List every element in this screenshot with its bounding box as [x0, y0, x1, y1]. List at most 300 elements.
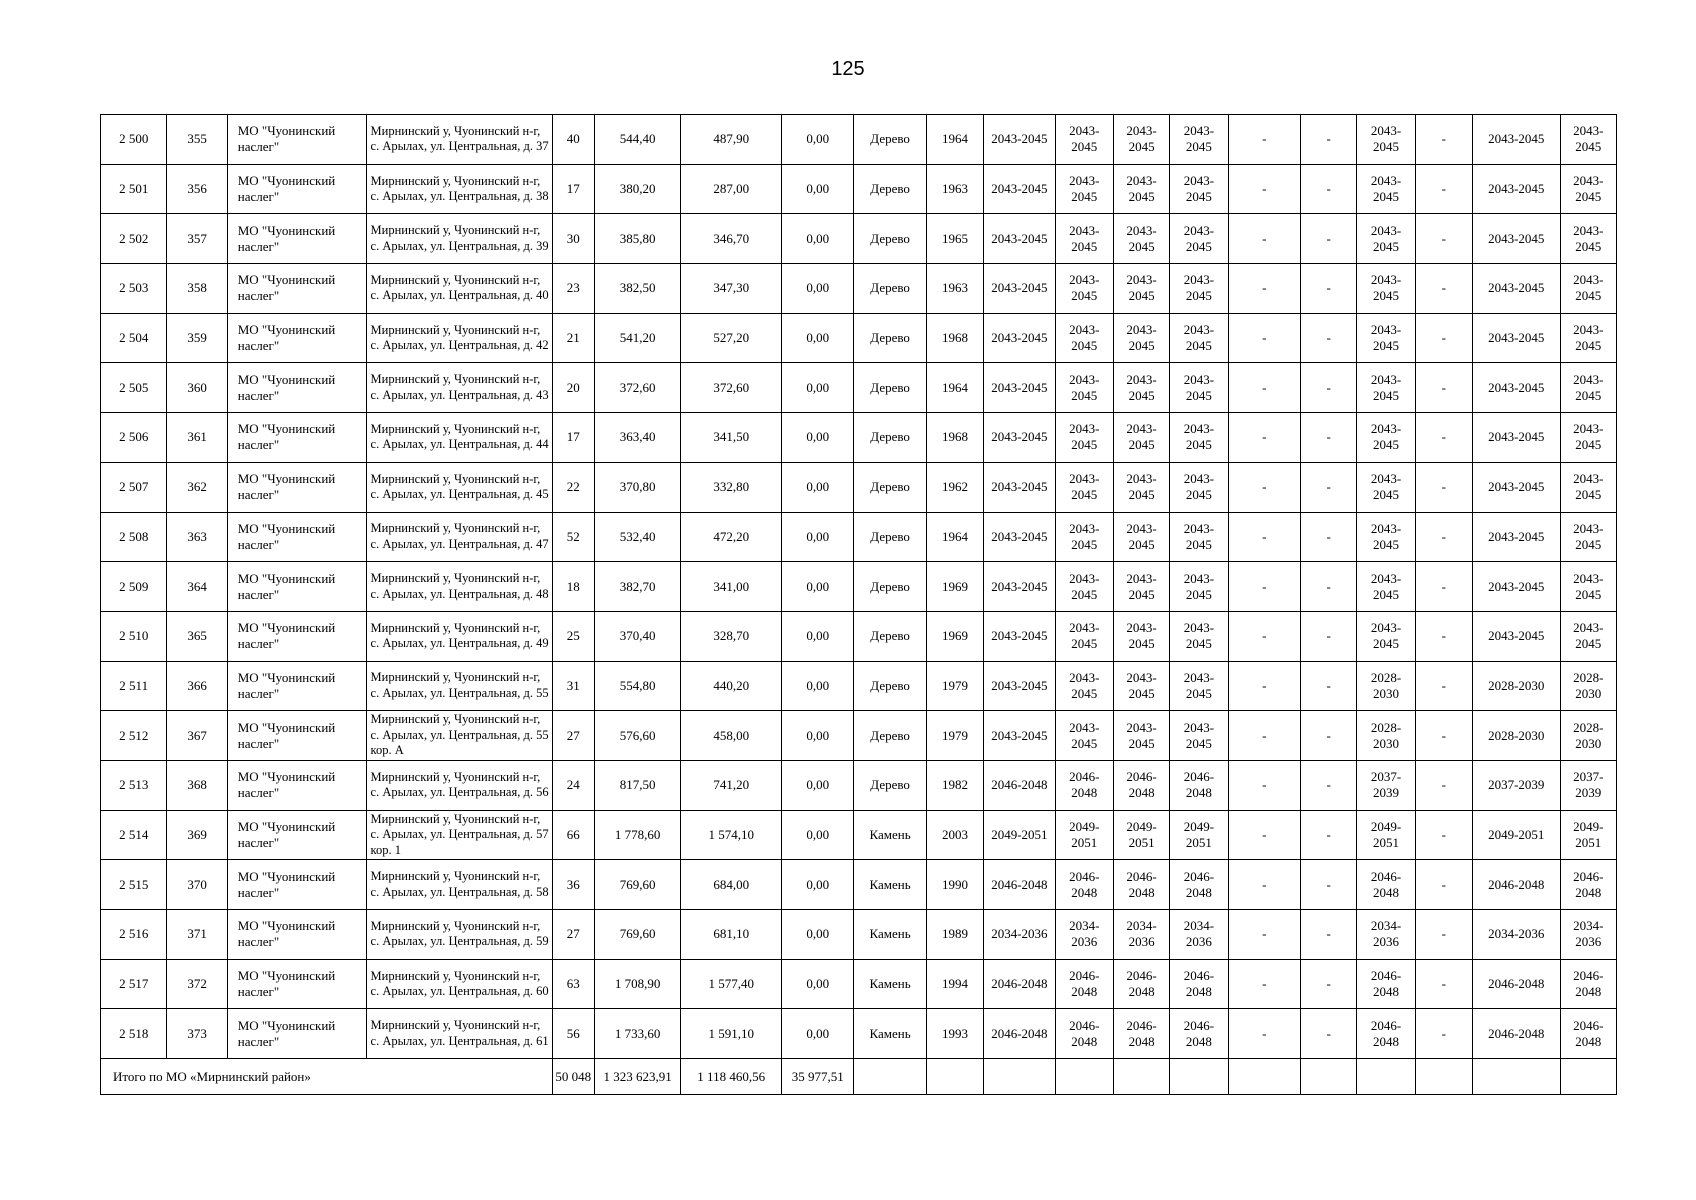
nonresidential-area-cell: 0,00	[781, 860, 853, 910]
total-empty-cell	[1473, 1059, 1561, 1095]
period-cell: 2037-2039	[1357, 760, 1415, 810]
municipality-cell: МО "Чуонинский наслег"	[227, 462, 366, 512]
period-cell: -	[1301, 462, 1357, 512]
period-cell: 2043-2045	[1560, 363, 1616, 413]
wall-material-cell: Дерево	[854, 512, 926, 562]
row-number-cell: 2 515	[101, 860, 167, 910]
table-row	[101, 959, 1617, 1009]
wall-material-cell: Камень	[854, 959, 926, 1009]
period-cell: 2049-2051	[1055, 810, 1113, 860]
table-row	[101, 164, 1617, 214]
period-cell: 2043-2045	[1473, 413, 1561, 463]
total-area-cell: 769,60	[594, 860, 681, 910]
period-cell: 2043-2045	[1170, 115, 1228, 165]
total-empty-cell	[1228, 1059, 1300, 1095]
period-cell: 2043-2045	[1055, 562, 1113, 612]
period-cell: 2046-2048	[984, 959, 1055, 1009]
period-cell: 2043-2045	[1055, 413, 1113, 463]
period-cell: 2043-2045	[1170, 661, 1228, 711]
row-number-cell: 2 505	[101, 363, 167, 413]
period-cell: 2046-2048	[1113, 959, 1169, 1009]
table-row	[101, 512, 1617, 562]
nonresidential-area-cell: 0,00	[781, 115, 853, 165]
residents-cell: 66	[552, 810, 594, 860]
total-row	[101, 1059, 1617, 1095]
period-cell: -	[1228, 264, 1300, 314]
nonresidential-area-cell: 0,00	[781, 562, 853, 612]
period-cell: -	[1301, 562, 1357, 612]
table-row	[101, 860, 1617, 910]
address-cell: Мирнинский у, Чуонинский н-г, с. Арылах, ул. Центральная, д. 37	[366, 115, 552, 165]
residential-area-cell: 341,00	[681, 562, 782, 612]
period-cell: -	[1301, 959, 1357, 1009]
period-cell: 2043-2045	[1055, 214, 1113, 264]
local-number-cell: 364	[167, 562, 227, 612]
local-number-cell: 367	[167, 711, 227, 761]
period-cell: -	[1228, 512, 1300, 562]
period-cell: -	[1301, 214, 1357, 264]
period-cell: -	[1228, 810, 1300, 860]
residential-area-cell: 1 577,40	[681, 959, 782, 1009]
page-number: 125	[831, 58, 865, 80]
period-cell: 2046-2048	[1473, 1009, 1561, 1059]
local-number-cell: 360	[167, 363, 227, 413]
period-cell: 2043-2045	[1113, 462, 1169, 512]
period-cell: 2046-2048	[1357, 959, 1415, 1009]
total-empty-cell	[1357, 1059, 1415, 1095]
residential-area-cell: 472,20	[681, 512, 782, 562]
period-cell: -	[1301, 363, 1357, 413]
period-cell: 2043-2045	[984, 313, 1055, 363]
period-cell: 2043-2045	[1055, 512, 1113, 562]
table-row	[101, 711, 1617, 761]
row-number-cell: 2 500	[101, 115, 167, 165]
row-number-cell: 2 508	[101, 512, 167, 562]
period-cell: 2046-2048	[1055, 860, 1113, 910]
nonresidential-area-cell: 0,00	[781, 711, 853, 761]
municipality-cell: МО "Чуонинский наслег"	[227, 512, 366, 562]
period-cell: 2043-2045	[1473, 363, 1561, 413]
period-cell: -	[1301, 264, 1357, 314]
residential-area-cell: 1 574,10	[681, 810, 782, 860]
period-cell: 2043-2045	[984, 264, 1055, 314]
address-cell: Мирнинский у, Чуонинский н-г, с. Арылах, ул. Центральная, д. 47	[366, 512, 552, 562]
period-cell: -	[1228, 115, 1300, 165]
table-row	[101, 562, 1617, 612]
build-year-cell: 1994	[926, 959, 983, 1009]
row-number-cell: 2 518	[101, 1009, 167, 1059]
residential-area-cell: 684,00	[681, 860, 782, 910]
total-area-cell: 554,80	[594, 661, 681, 711]
address-cell: Мирнинский у, Чуонинский н-г, с. Арылах, ул. Центральная, д. 59	[366, 910, 552, 960]
total-empty-cell	[926, 1059, 983, 1095]
period-cell: -	[1415, 413, 1472, 463]
total-area-cell: 385,80	[594, 214, 681, 264]
residents-cell: 24	[552, 760, 594, 810]
municipality-cell: МО "Чуонинский наслег"	[227, 910, 366, 960]
period-cell: 2043-2045	[1357, 214, 1415, 264]
local-number-cell: 359	[167, 313, 227, 363]
address-cell: Мирнинский у, Чуонинский н-г, с. Арылах, ул. Центральная, д. 42	[366, 313, 552, 363]
address-cell: Мирнинский у, Чуонинский н-г, с. Арылах, ул. Центральная, д. 44	[366, 413, 552, 463]
period-cell: -	[1301, 313, 1357, 363]
period-cell: 2043-2045	[984, 711, 1055, 761]
table-row	[101, 910, 1617, 960]
period-cell: 2043-2045	[1357, 512, 1415, 562]
residents-cell: 31	[552, 661, 594, 711]
period-cell: -	[1301, 711, 1357, 761]
municipality-cell: МО "Чуонинский наслег"	[227, 1009, 366, 1059]
address-cell: Мирнинский у, Чуонинский н-г, с. Арылах, ул. Центральная, д. 43	[366, 363, 552, 413]
table-row	[101, 313, 1617, 363]
build-year-cell: 1964	[926, 115, 983, 165]
nonresidential-area-cell: 0,00	[781, 413, 853, 463]
period-cell: -	[1301, 910, 1357, 960]
period-cell: 2043-2045	[1113, 214, 1169, 264]
period-cell: 2043-2045	[1473, 164, 1561, 214]
residential-area-cell: 341,50	[681, 413, 782, 463]
period-cell: -	[1415, 760, 1472, 810]
total-area-cell: 544,40	[594, 115, 681, 165]
period-cell: 2043-2045	[1170, 562, 1228, 612]
period-cell: 2043-2045	[1560, 413, 1616, 463]
build-year-cell: 1963	[926, 164, 983, 214]
period-cell: -	[1415, 959, 1472, 1009]
wall-material-cell: Дерево	[854, 711, 926, 761]
build-year-cell: 1964	[926, 363, 983, 413]
wall-material-cell: Дерево	[854, 313, 926, 363]
municipality-cell: МО "Чуонинский наслег"	[227, 611, 366, 661]
total-empty-cell	[1170, 1059, 1228, 1095]
municipality-cell: МО "Чуонинский наслег"	[227, 959, 366, 1009]
table-row	[101, 1009, 1617, 1059]
period-cell: -	[1415, 363, 1472, 413]
period-cell: 2034-2036	[1055, 910, 1113, 960]
table-row	[101, 115, 1617, 165]
nonresidential-area-cell: 0,00	[781, 810, 853, 860]
period-cell: -	[1228, 760, 1300, 810]
period-cell: 2043-2045	[1473, 462, 1561, 512]
address-cell: Мирнинский у, Чуонинский н-г, с. Арылах, ул. Центральная, д. 55 кор. А	[366, 711, 552, 761]
period-cell: -	[1415, 214, 1472, 264]
period-cell: 2046-2048	[1560, 959, 1616, 1009]
municipality-cell: МО "Чуонинский наслег"	[227, 363, 366, 413]
address-cell: Мирнинский у, Чуонинский н-г, с. Арылах, ул. Центральная, д. 40	[366, 264, 552, 314]
period-cell: 2043-2045	[1357, 611, 1415, 661]
build-year-cell: 1979	[926, 661, 983, 711]
period-cell: 2049-2051	[1170, 810, 1228, 860]
period-cell: 2043-2045	[1170, 711, 1228, 761]
row-number-cell: 2 504	[101, 313, 167, 363]
nonresidential-area-cell: 0,00	[781, 313, 853, 363]
period-cell: -	[1228, 1009, 1300, 1059]
residents-cell: 30	[552, 214, 594, 264]
period-cell: 2043-2045	[984, 611, 1055, 661]
period-cell: 2046-2048	[1170, 959, 1228, 1009]
residents-cell: 36	[552, 860, 594, 910]
residents-cell: 25	[552, 611, 594, 661]
address-cell: Мирнинский у, Чуонинский н-г, с. Арылах, ул. Центральная, д. 55	[366, 661, 552, 711]
period-cell: 2043-2045	[1357, 562, 1415, 612]
period-cell: 2043-2045	[1357, 164, 1415, 214]
period-cell: 2043-2045	[1113, 562, 1169, 612]
residents-cell: 56	[552, 1009, 594, 1059]
row-number-cell: 2 502	[101, 214, 167, 264]
period-cell: 2043-2045	[1113, 115, 1169, 165]
nonresidential-area-cell: 0,00	[781, 1009, 853, 1059]
total-area2: 1 118 460,56	[681, 1059, 782, 1095]
table-row	[101, 661, 1617, 711]
period-cell: 2043-2045	[1560, 462, 1616, 512]
period-cell: -	[1301, 413, 1357, 463]
municipality-cell: МО "Чуонинский наслег"	[227, 115, 366, 165]
municipality-cell: МО "Чуонинский наслег"	[227, 860, 366, 910]
address-cell: Мирнинский у, Чуонинский н-г, с. Арылах, ул. Центральная, д. 48	[366, 562, 552, 612]
build-year-cell: 1968	[926, 313, 983, 363]
municipality-cell: МО "Чуонинский наслег"	[227, 711, 366, 761]
total-empty-cell	[1113, 1059, 1169, 1095]
row-number-cell: 2 511	[101, 661, 167, 711]
period-cell: 2049-2051	[1357, 810, 1415, 860]
period-cell: 2046-2048	[1113, 1009, 1169, 1059]
period-cell: -	[1301, 115, 1357, 165]
period-cell: -	[1228, 413, 1300, 463]
period-cell: -	[1228, 910, 1300, 960]
period-cell: 2046-2048	[984, 760, 1055, 810]
period-cell: -	[1415, 860, 1472, 910]
period-cell: 2043-2045	[1113, 363, 1169, 413]
period-cell: 2043-2045	[1055, 462, 1113, 512]
period-cell: 2043-2045	[1560, 562, 1616, 612]
nonresidential-area-cell: 0,00	[781, 363, 853, 413]
total-empty-cell	[1560, 1059, 1616, 1095]
period-cell: 2037-2039	[1473, 760, 1561, 810]
residential-area-cell: 741,20	[681, 760, 782, 810]
row-number-cell: 2 513	[101, 760, 167, 810]
period-cell: -	[1228, 611, 1300, 661]
period-cell: 2046-2048	[984, 860, 1055, 910]
residents-cell: 23	[552, 264, 594, 314]
nonresidential-area-cell: 0,00	[781, 661, 853, 711]
period-cell: 2043-2045	[1560, 512, 1616, 562]
total-area1: 1 323 623,91	[594, 1059, 681, 1095]
housing-table	[100, 114, 1617, 1095]
period-cell: 2043-2045	[984, 164, 1055, 214]
total-label: Итого по МО «Мирнинский район»	[101, 1059, 553, 1095]
period-cell: 2049-2051	[1473, 810, 1561, 860]
build-year-cell: 1990	[926, 860, 983, 910]
local-number-cell: 371	[167, 910, 227, 960]
municipality-cell: МО "Чуонинский наслег"	[227, 313, 366, 363]
period-cell: 2043-2045	[1055, 611, 1113, 661]
local-number-cell: 357	[167, 214, 227, 264]
period-cell: -	[1228, 562, 1300, 612]
period-cell: 2043-2045	[1113, 164, 1169, 214]
period-cell: 2034-2036	[1170, 910, 1228, 960]
period-cell: 2043-2045	[1055, 363, 1113, 413]
total-area-cell: 1 708,90	[594, 959, 681, 1009]
local-number-cell: 365	[167, 611, 227, 661]
municipality-cell: МО "Чуонинский наслег"	[227, 760, 366, 810]
period-cell: 2043-2045	[1560, 115, 1616, 165]
total-area-cell: 382,70	[594, 562, 681, 612]
total-area-cell: 541,20	[594, 313, 681, 363]
period-cell: 2046-2048	[1473, 860, 1561, 910]
period-cell: -	[1415, 264, 1472, 314]
period-cell: -	[1415, 611, 1472, 661]
period-cell: 2043-2045	[1357, 115, 1415, 165]
period-cell: 2043-2045	[1357, 413, 1415, 463]
period-cell: 2043-2045	[1113, 264, 1169, 314]
residential-area-cell: 440,20	[681, 661, 782, 711]
residents-cell: 22	[552, 462, 594, 512]
period-cell: 2046-2048	[1055, 959, 1113, 1009]
residential-area-cell: 1 591,10	[681, 1009, 782, 1059]
period-cell: 2043-2045	[1357, 462, 1415, 512]
row-number-cell: 2 509	[101, 562, 167, 612]
table-row	[101, 810, 1617, 860]
period-cell: -	[1301, 810, 1357, 860]
table-row	[101, 413, 1617, 463]
period-cell: -	[1301, 611, 1357, 661]
nonresidential-area-cell: 0,00	[781, 164, 853, 214]
nonresidential-area-cell: 0,00	[781, 512, 853, 562]
table-row	[101, 264, 1617, 314]
period-cell: 2043-2045	[984, 413, 1055, 463]
total-area-cell: 380,20	[594, 164, 681, 214]
period-cell: 2046-2048	[1170, 760, 1228, 810]
period-cell: -	[1415, 512, 1472, 562]
build-year-cell: 2003	[926, 810, 983, 860]
period-cell: 2043-2045	[1113, 512, 1169, 562]
wall-material-cell: Дерево	[854, 462, 926, 512]
row-number-cell: 2 512	[101, 711, 167, 761]
wall-material-cell: Дерево	[854, 760, 926, 810]
municipality-cell: МО "Чуонинский наслег"	[227, 810, 366, 860]
period-cell: 2046-2048	[1055, 1009, 1113, 1059]
residential-area-cell: 372,60	[681, 363, 782, 413]
total-area-cell: 363,40	[594, 413, 681, 463]
period-cell: 2043-2045	[1170, 413, 1228, 463]
period-cell: 2049-2051	[984, 810, 1055, 860]
period-cell: -	[1415, 810, 1472, 860]
period-cell: -	[1301, 760, 1357, 810]
wall-material-cell: Дерево	[854, 264, 926, 314]
nonresidential-area-cell: 0,00	[781, 611, 853, 661]
nonresidential-area-cell: 0,00	[781, 264, 853, 314]
wall-material-cell: Дерево	[854, 413, 926, 463]
residents-cell: 40	[552, 115, 594, 165]
period-cell: -	[1228, 214, 1300, 264]
period-cell: 2037-2039	[1560, 760, 1616, 810]
period-cell: 2034-2036	[1473, 910, 1561, 960]
table-row	[101, 214, 1617, 264]
period-cell: 2043-2045	[984, 562, 1055, 612]
period-cell: 2043-2045	[1473, 562, 1561, 612]
period-cell: 2034-2036	[1560, 910, 1616, 960]
residents-cell: 27	[552, 910, 594, 960]
nonresidential-area-cell: 0,00	[781, 959, 853, 1009]
address-cell: Мирнинский у, Чуонинский н-г, с. Арылах, ул. Центральная, д. 38	[366, 164, 552, 214]
period-cell: 2043-2045	[1560, 313, 1616, 363]
table-row	[101, 611, 1617, 661]
residents-cell: 17	[552, 413, 594, 463]
total-area-cell: 1 733,60	[594, 1009, 681, 1059]
address-cell: Мирнинский у, Чуонинский н-г, с. Арылах, ул. Центральная, д. 58	[366, 860, 552, 910]
total-area-cell: 576,60	[594, 711, 681, 761]
period-cell: 2043-2045	[984, 115, 1055, 165]
build-year-cell: 1979	[926, 711, 983, 761]
period-cell: 2043-2045	[1170, 512, 1228, 562]
build-year-cell: 1989	[926, 910, 983, 960]
period-cell: 2046-2048	[1560, 1009, 1616, 1059]
row-number-cell: 2 514	[101, 810, 167, 860]
total-area-cell: 370,40	[594, 611, 681, 661]
period-cell: -	[1301, 164, 1357, 214]
table-row	[101, 363, 1617, 413]
residents-cell: 17	[552, 164, 594, 214]
period-cell: -	[1301, 661, 1357, 711]
residents-cell: 21	[552, 313, 594, 363]
row-number-cell: 2 507	[101, 462, 167, 512]
local-number-cell: 356	[167, 164, 227, 214]
period-cell: 2049-2051	[1113, 810, 1169, 860]
municipality-cell: МО "Чуонинский наслег"	[227, 562, 366, 612]
address-cell: Мирнинский у, Чуонинский н-г, с. Арылах, ул. Центральная, д. 56	[366, 760, 552, 810]
total-empty-cell	[1301, 1059, 1357, 1095]
build-year-cell: 1965	[926, 214, 983, 264]
period-cell: 2043-2045	[984, 214, 1055, 264]
local-number-cell: 361	[167, 413, 227, 463]
local-number-cell: 368	[167, 760, 227, 810]
period-cell: 2046-2048	[1560, 860, 1616, 910]
wall-material-cell: Дерево	[854, 164, 926, 214]
period-cell: 2034-2036	[1357, 910, 1415, 960]
period-cell: 2043-2045	[1560, 214, 1616, 264]
municipality-cell: МО "Чуонинский наслег"	[227, 413, 366, 463]
period-cell: -	[1415, 910, 1472, 960]
residential-area-cell: 487,90	[681, 115, 782, 165]
build-year-cell: 1962	[926, 462, 983, 512]
period-cell: 2028-2030	[1357, 711, 1415, 761]
period-cell: 2043-2045	[1560, 264, 1616, 314]
local-number-cell: 372	[167, 959, 227, 1009]
period-cell: -	[1415, 661, 1472, 711]
build-year-cell: 1963	[926, 264, 983, 314]
period-cell: -	[1415, 164, 1472, 214]
period-cell: 2028-2030	[1473, 661, 1561, 711]
table-row	[101, 462, 1617, 512]
period-cell: 2028-2030	[1560, 661, 1616, 711]
period-cell: 2043-2045	[1473, 264, 1561, 314]
period-cell: -	[1228, 661, 1300, 711]
period-cell: 2043-2045	[1170, 214, 1228, 264]
residential-area-cell: 328,70	[681, 611, 782, 661]
residential-area-cell: 287,00	[681, 164, 782, 214]
residents-cell: 52	[552, 512, 594, 562]
period-cell: -	[1301, 860, 1357, 910]
local-number-cell: 358	[167, 264, 227, 314]
build-year-cell: 1969	[926, 611, 983, 661]
local-number-cell: 369	[167, 810, 227, 860]
residential-area-cell: 332,80	[681, 462, 782, 512]
build-year-cell: 1969	[926, 562, 983, 612]
residents-cell: 18	[552, 562, 594, 612]
period-cell: -	[1415, 313, 1472, 363]
total-area3: 35 977,51	[781, 1059, 853, 1095]
municipality-cell: МО "Чуонинский наслег"	[227, 661, 366, 711]
period-cell: -	[1228, 313, 1300, 363]
